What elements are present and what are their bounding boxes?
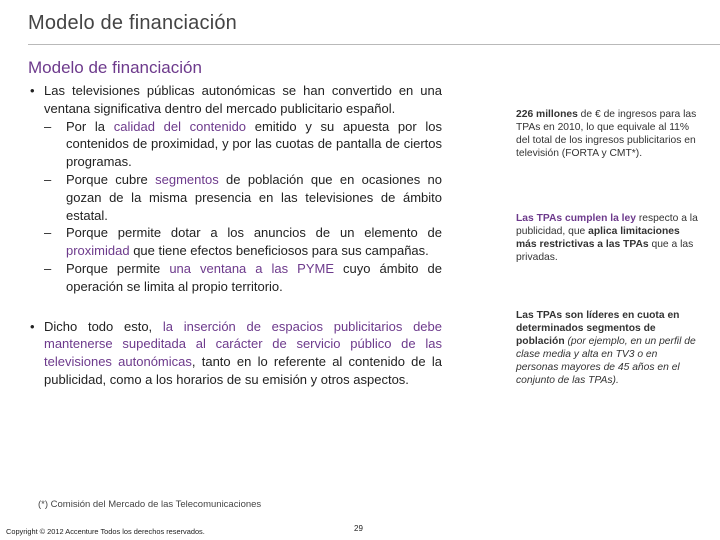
side-note-revenue — [516, 108, 700, 160]
header-divider — [28, 44, 720, 45]
sub-bullet-text: que tiene efectos beneficiosos para sus campañas. — [129, 243, 429, 259]
side-note-text: de € de ingresos para las TPAs en 2010, lo que equivale al 11% del total de los ingresos publicitarios en televisión (FORTA y CMT*). — [516, 109, 697, 159]
sub-bullet-text: emitido y su apuesta por los contenidos de proximidad, y por las cuotas de pantalla de ciertos programas. — [66, 118, 442, 170]
page-number: 29 — [354, 524, 363, 533]
copyright-text: Copyright © 2012 Accenture Todos los derechos reservados. — [6, 527, 205, 536]
side-note-bold: 226 millones — [516, 109, 578, 120]
side-note-bold: Las TPAs son líderes en cuota en determinados segmentos de población — [516, 310, 680, 347]
sub-bullet — [30, 171, 442, 224]
sub-bullet-text: de población que en ocasiones no gozan de la misma presencia en las televisiones de ámbito estatal. — [66, 171, 443, 223]
side-note-leaders — [516, 309, 700, 387]
section-title: Modelo de financiación — [28, 58, 202, 77]
highlight-text: proximidad — [66, 243, 130, 259]
dash-marker: – — [44, 225, 52, 241]
slide-header-title: Modelo de financiación — [28, 12, 237, 34]
highlight-text: calidad del contenido — [113, 118, 247, 134]
side-note-bold: Las TPAs cumplen la ley — [516, 213, 636, 224]
side-note-law — [516, 212, 700, 264]
side-note-italic: (por ejemplo, en un perfil de clase media y alta en TV3 o en personas mayores de 45 años en el conjunto de las TPAs). — [516, 336, 696, 386]
bullet-text: Dicho todo esto, — [44, 318, 163, 334]
highlight-text: segmentos — [155, 171, 219, 187]
side-note-text: respecto a la publicidad, que — [516, 213, 698, 237]
highlight-text: la inserción de espacios publicitarios debe mantenerse supeditada al carácter de servicio público de las televisiones autonómicas — [44, 318, 442, 370]
bullet-point — [30, 82, 442, 118]
sub-bullet — [30, 118, 442, 171]
footnote: (*) Comisión del Mercado de las Telecomunicaciones — [38, 499, 262, 510]
side-note-text: que a las privadas. — [516, 239, 694, 263]
bullet-marker: • — [30, 318, 35, 334]
dash-marker: – — [44, 260, 52, 276]
bullet-point — [30, 318, 442, 389]
highlight-text: una ventana a las PYME — [169, 260, 335, 276]
sub-bullet-text: Porque cubre — [66, 171, 156, 187]
dash-marker: – — [44, 118, 52, 134]
bullet-text: Las televisiones públicas autonómicas se han convertido en una ventana significativa dentro del mercado publicitario español. — [44, 83, 442, 116]
bullet-text: , tanto en lo referente al contenido de la publicidad, como a los horarios de su emisión y otros aspectos. — [44, 354, 442, 387]
main-content — [30, 82, 442, 389]
sub-bullet — [30, 260, 442, 296]
side-note-bold: aplica limitaciones más restrictivas a las TPAs — [516, 226, 680, 250]
sub-bullet-text: Porque permite dotar a los anuncios de un elemento de — [66, 225, 442, 241]
sub-bullet-text: Porque permite — [66, 260, 170, 276]
bullet-marker: • — [30, 83, 35, 98]
sub-bullet-text: cuyo ámbito de operación se limita al propio territorio. — [66, 260, 442, 294]
dash-marker: – — [44, 171, 52, 187]
sub-bullet-text: Por la — [66, 118, 114, 134]
sub-bullet — [30, 224, 442, 260]
